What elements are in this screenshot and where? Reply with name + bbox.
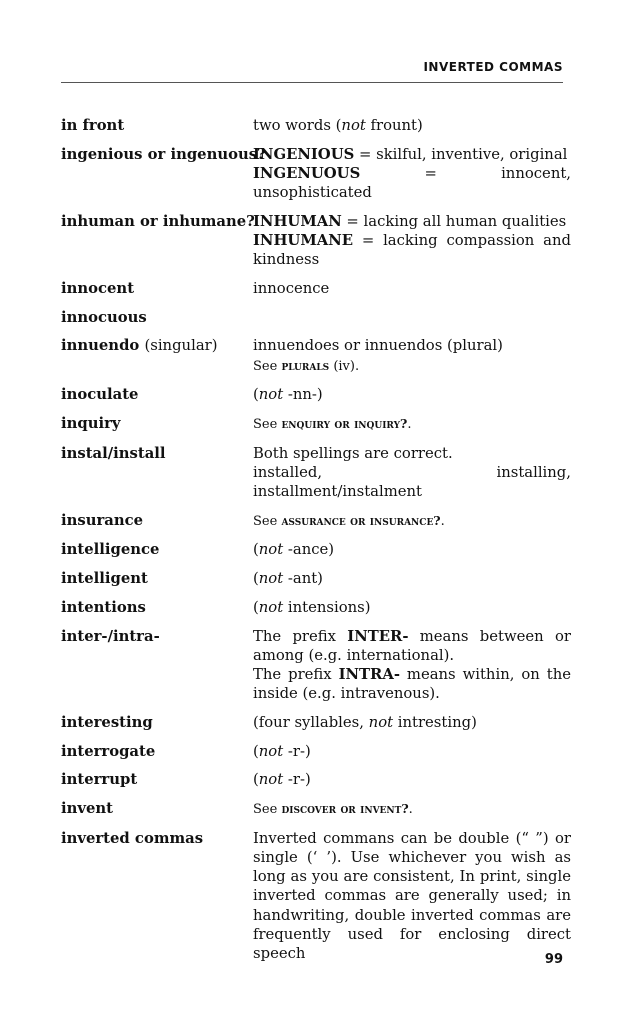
entry-definition <box>253 212 571 270</box>
entry <box>61 279 571 298</box>
definition-line <box>253 356 571 376</box>
definition-line <box>253 164 571 202</box>
definition-line <box>253 145 571 164</box>
entry-definition <box>253 279 571 298</box>
entry-term-text: inverted commas <box>61 829 204 847</box>
entry-definition <box>253 713 571 732</box>
definition-line <box>253 665 571 703</box>
entry-definition <box>253 414 571 434</box>
entry <box>61 116 571 135</box>
entry-definition <box>253 569 571 588</box>
definition-text: ( <box>253 386 259 404</box>
entry-term-text: inter-/intra- <box>61 627 160 645</box>
definition-text: See <box>253 358 282 374</box>
definition-text: means within, on the inside (e.g. intravenous). <box>253 665 571 703</box>
definition-text: not <box>258 386 284 404</box>
entry-term <box>61 336 253 375</box>
definition-text: INTRA- <box>338 665 400 683</box>
entry <box>61 713 571 732</box>
entry-term <box>61 598 253 617</box>
definition-line <box>253 713 571 732</box>
entry <box>61 385 571 404</box>
entry-term <box>61 829 253 963</box>
entry-term-text: in front <box>61 117 125 134</box>
definition-text: ( <box>253 570 259 588</box>
entry-definition <box>253 829 571 963</box>
entry-definition <box>253 145 571 203</box>
definition-text: ( <box>253 541 259 559</box>
entry-term-text: intelligent <box>61 570 148 588</box>
definition-text: innuendoes or innuendos (plural) <box>253 337 503 355</box>
entry-definition <box>253 308 571 327</box>
definition-line <box>253 279 571 298</box>
definition-text: intresting) <box>393 713 477 731</box>
cross-reference: enquiry or inquiry? <box>281 415 408 431</box>
definition-line <box>253 598 571 617</box>
definition-text: . <box>407 416 412 432</box>
dictionary-entries <box>61 116 571 973</box>
definition-text: (four syllables, <box>253 713 369 731</box>
entry-definition <box>253 799 571 819</box>
definition-text: = skilful, inventive, original <box>354 145 568 163</box>
entry-term-text: ingenious or ingenuous? <box>61 145 266 163</box>
definition-text: Both spellings are correct. <box>253 444 453 462</box>
definition-line <box>253 116 571 135</box>
definition-text: not <box>258 598 284 616</box>
entry-definition <box>253 540 571 559</box>
definition-text: not <box>258 771 284 789</box>
definition-text: . <box>408 801 413 817</box>
entry-term-text: interesting <box>61 713 153 731</box>
running-header: INVERTED COMMAS <box>423 60 563 74</box>
definition-line <box>253 444 571 463</box>
definition-text: = innocent, unsophisticated <box>253 164 571 202</box>
entry <box>61 627 571 704</box>
entry-term <box>61 569 253 588</box>
entry-term <box>61 145 266 203</box>
cross-reference: discover or invent? <box>281 800 409 816</box>
entry-definition <box>253 598 571 617</box>
definition-line <box>253 414 571 434</box>
entry-term <box>61 742 253 761</box>
definition-text: intensions) <box>283 598 371 616</box>
definition-text: = lacking all human qualities <box>341 212 567 230</box>
entry-term-text: innuendo <box>61 337 140 355</box>
entry-definition <box>253 627 571 704</box>
definition-text: Inverted commans can be double (“ ”) or single (‘ ’). Use whichever you wish as long as you are consistent, In print, single inverted commas are generally used; in handwriting, double inverted commas are frequently used for enclosing direct speech <box>253 829 571 962</box>
entry-term <box>61 511 253 531</box>
definition-text: INHUMAN <box>253 212 342 230</box>
definition-line <box>253 212 571 231</box>
entry-term <box>61 713 253 732</box>
definition-text: not <box>258 541 284 559</box>
entry-definition <box>253 511 571 531</box>
definition-text: installed, installing, installment/instalment <box>253 463 571 501</box>
entry-term-text: intelligence <box>61 541 160 559</box>
entry-definition <box>253 444 571 502</box>
entry-term <box>61 116 253 135</box>
definition-line <box>253 770 571 789</box>
definition-text: means between or among (e.g. international). <box>253 627 571 664</box>
entry-term-text: instal/install <box>61 444 166 462</box>
entry-term <box>61 212 253 270</box>
definition-line <box>253 385 571 404</box>
entry <box>61 799 571 819</box>
definition-text: -r-) <box>283 771 311 789</box>
definition-text: ( <box>253 771 259 789</box>
definition-line <box>253 627 571 665</box>
definition-text: See <box>253 416 282 432</box>
definition-text: -ant) <box>283 570 323 588</box>
entry-term-text: inquiry <box>61 414 121 432</box>
definition-text: not <box>368 713 394 731</box>
definition-line <box>253 742 571 761</box>
definition-line <box>253 336 571 355</box>
definition-text: The prefix <box>253 627 348 645</box>
definition-text: frount) <box>365 117 423 134</box>
entry-term-text: interrupt <box>61 771 138 789</box>
definition-text: -r-) <box>283 742 311 760</box>
entry-term-note: (singular) <box>144 337 218 355</box>
entry <box>61 598 571 617</box>
definition-text: not <box>258 742 284 760</box>
entry-term <box>61 627 253 704</box>
definition-text: INGENIOUS <box>253 145 355 163</box>
entry <box>61 444 571 502</box>
entry-term <box>61 770 253 789</box>
entry-definition <box>253 742 571 761</box>
definition-text: The prefix <box>253 665 339 683</box>
page-number: 99 <box>544 952 563 967</box>
definition-text: not <box>258 570 284 588</box>
entry-term <box>61 385 253 404</box>
entry-term <box>61 444 253 502</box>
definition-text: (iv). <box>329 358 360 374</box>
entry <box>61 336 571 375</box>
entry-term-text: interrogate <box>61 742 156 760</box>
definition-text: -ance) <box>283 541 335 559</box>
entry-term-text: inhuman or inhumane? <box>61 212 255 230</box>
entry-term <box>61 540 253 559</box>
entry <box>61 308 571 327</box>
entry-term <box>61 414 253 434</box>
entry <box>61 540 571 559</box>
entry <box>61 145 571 203</box>
definition-line <box>253 231 571 269</box>
definition-text: innocence <box>253 279 330 297</box>
entry-definition <box>253 385 571 404</box>
entry <box>61 569 571 588</box>
entry <box>61 414 571 434</box>
entry <box>61 212 571 270</box>
definition-text: not <box>341 117 366 134</box>
entry-term-text: invent <box>61 799 113 817</box>
definition-text: -nn-) <box>283 386 323 404</box>
definition-text: See <box>253 513 282 529</box>
entry-definition <box>253 336 571 375</box>
entry-term <box>61 799 253 819</box>
definition-text: ( <box>253 598 259 616</box>
entry-term-text: insurance <box>61 511 144 529</box>
entry <box>61 770 571 789</box>
definition-text: ( <box>253 742 259 760</box>
entry-term <box>61 279 253 298</box>
entry-term-text: intentions <box>61 598 146 616</box>
definition-text: INHUMANE <box>253 232 353 250</box>
header-rule <box>61 82 563 83</box>
definition-text: INGENUOUS <box>253 164 361 182</box>
entry-definition <box>253 116 571 135</box>
entry-definition <box>253 770 571 789</box>
definition-text: INTER- <box>347 627 409 645</box>
entry-term-text: innocent <box>61 279 135 297</box>
entry <box>61 511 571 531</box>
entry-term-text: innocuous <box>61 308 147 326</box>
entry <box>61 742 571 761</box>
definition-line <box>253 463 571 501</box>
definition-text: See <box>253 801 282 817</box>
entry <box>61 829 571 963</box>
definition-text: = lacking compassion and kindness <box>253 232 571 269</box>
entry-term-text: inoculate <box>61 386 139 404</box>
definition-text: . <box>440 513 445 529</box>
cross-reference: assurance or insurance? <box>281 512 441 528</box>
entry-term <box>61 308 253 327</box>
cross-reference: plurals <box>281 357 330 373</box>
definition-line <box>253 511 571 531</box>
definition-text: two words ( <box>253 117 342 134</box>
definition-line <box>253 799 571 819</box>
definition-line <box>253 829 571 963</box>
definition-line <box>253 569 571 588</box>
definition-line <box>253 540 571 559</box>
